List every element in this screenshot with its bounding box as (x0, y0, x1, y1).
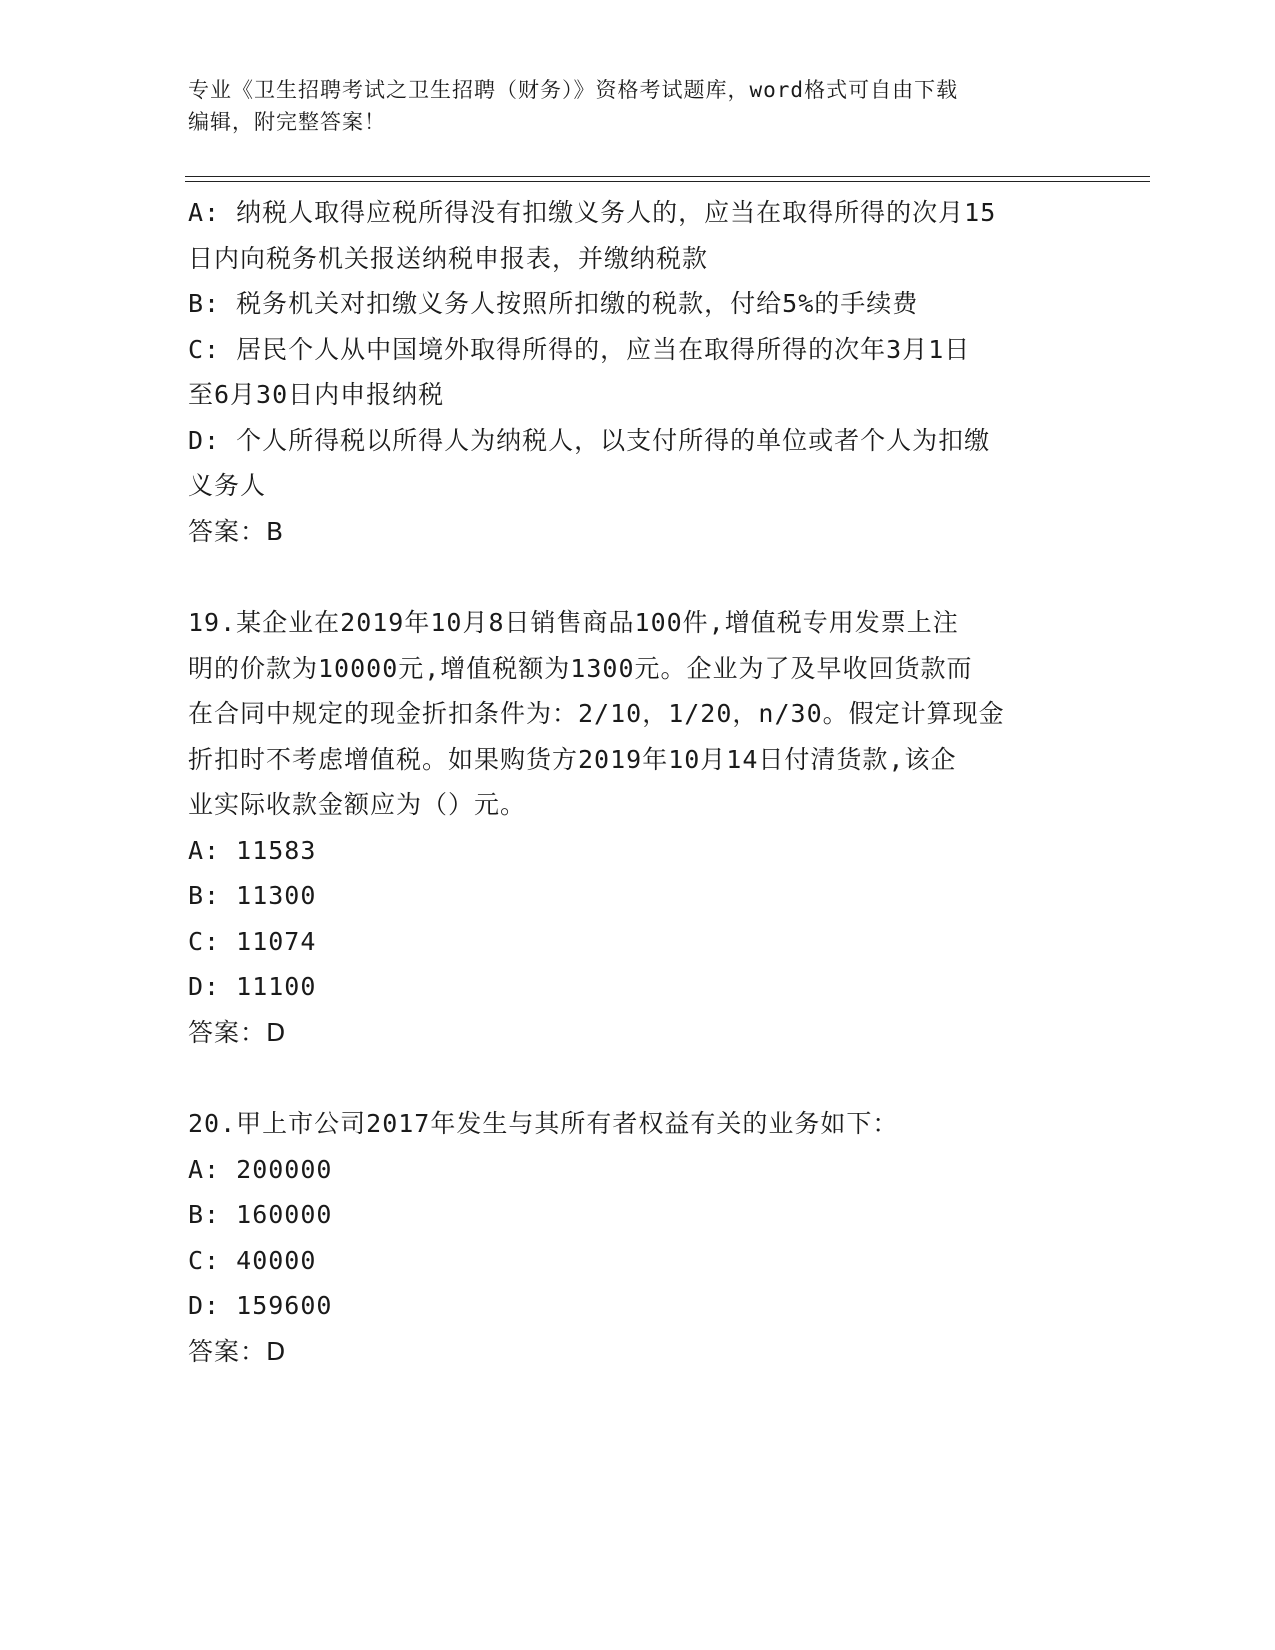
q18-option-c-line-2: 至6月30日内申报纳税 (188, 380, 445, 409)
document-header (188, 74, 1088, 138)
q20-option-a: A: 200000 (188, 1154, 333, 1184)
header-divider-bottom (185, 181, 1150, 182)
q19-stem-line-3: 在合同中规定的现金折扣条件为：2/10，1/20，n/30。假定计算现金 (188, 699, 1005, 728)
header-line-1: 专业《卫生招聘考试之卫生招聘（财务）》资格考试题库，word格式可自由下载 (188, 78, 959, 102)
q18-option-a-line-2: 日内向税务机关报送纳税申报表，并缴纳税款 (188, 243, 709, 273)
q20-option-c: C: 40000 (188, 1245, 317, 1275)
q19-option-a: A: 11583 (188, 835, 317, 865)
q19-option-d: D: 11100 (188, 972, 317, 1001)
question-19 (188, 600, 1088, 1055)
q19-answer: 答案：D (188, 1017, 287, 1047)
q18-option-c-line-1: C: 居民个人从中国境外取得所得的，应当在取得所得的次年3月1日 (188, 334, 971, 364)
q19-stem-line-1: 19.某企业在2019年10月8日销售商品100件,增值税专用发票上注 (188, 608, 959, 637)
q18-answer: 答案：B (188, 516, 285, 546)
q20-option-b: B: 160000 (188, 1200, 333, 1229)
q18-option-b: B: 税务机关对扣缴义务人按照所扣缴的税款，付给5%的手续费 (188, 289, 919, 318)
question-content (188, 190, 1088, 1374)
q20-stem: 20.甲上市公司2017年发生与其所有者权益有关的业务如下： (188, 1109, 899, 1138)
header-line-2: 编辑，附完整答案！ (188, 110, 386, 134)
q19-option-b: B: 11300 (188, 881, 317, 910)
q18-option-d-line-1: D: 个人所得税以所得人为纳税人，以支付所得的单位或者个人为扣缴 (188, 425, 991, 455)
q19-stem-line-5: 业实际收款金额应为（）元。 (188, 790, 527, 819)
q20-answer: 答案：D (188, 1336, 287, 1366)
q19-stem-line-4: 折扣时不考虑增值税。如果购货方2019年10月14日付清货款,该企 (188, 744, 957, 774)
question-20 (188, 1101, 1088, 1374)
q19-stem-line-2: 明的价款为10000元,增值税额为1300元。企业为了及早收回货款而 (188, 653, 973, 683)
q18-option-d-line-2: 义务人 (188, 471, 267, 500)
q18-option-a-line-1: A: 纳税人取得应税所得没有扣缴义务人的，应当在取得所得的次月15 (188, 198, 997, 227)
spacer (188, 1055, 1088, 1101)
question-18 (188, 190, 1088, 554)
header-divider-top (185, 176, 1150, 177)
q20-option-d: D: 159600 (188, 1291, 333, 1320)
q19-option-c: C: 11074 (188, 926, 317, 956)
spacer (188, 554, 1088, 600)
